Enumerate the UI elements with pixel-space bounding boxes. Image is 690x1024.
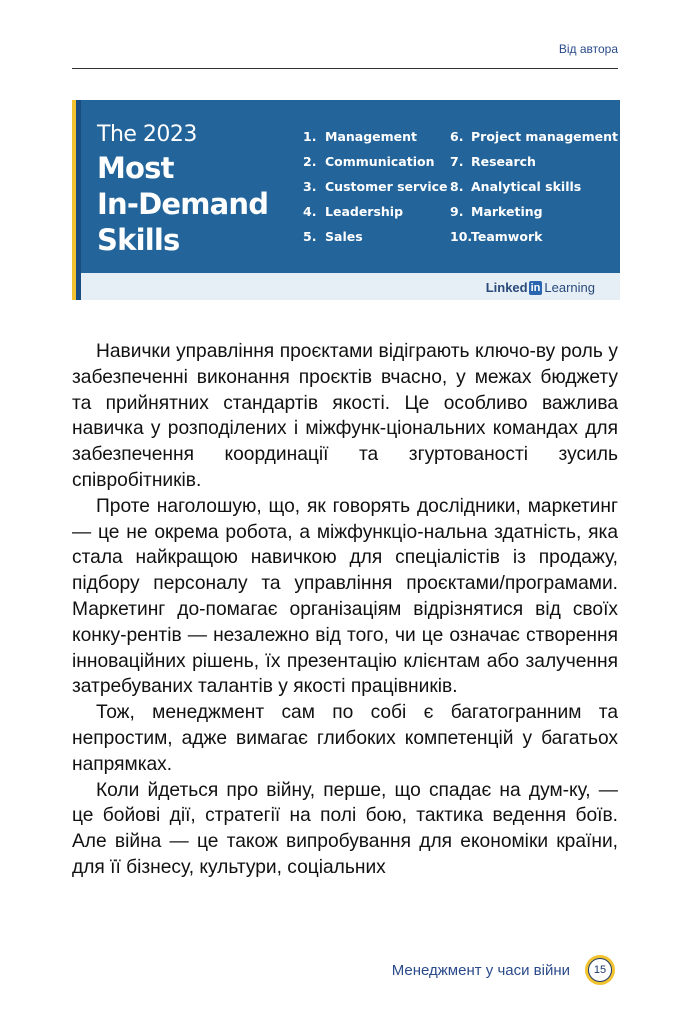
banner-title-line2: In-Demand (97, 187, 269, 221)
logo-linked-text: Linked (485, 280, 528, 295)
skill-item (450, 178, 618, 203)
skill-number: 1. (303, 129, 317, 144)
skill-label: Management (325, 129, 418, 144)
banner-title-line1: Most (97, 151, 174, 185)
skill-item (450, 203, 618, 228)
skill-number: 10. (450, 229, 473, 244)
skill-item (303, 178, 448, 203)
skill-label: Marketing (471, 204, 543, 219)
logo-learning-text: Learning (544, 280, 595, 295)
skill-label: Communication (325, 154, 435, 169)
skill-item (303, 203, 448, 228)
footer-book-title: Менеджмент у часи війни (391, 962, 570, 979)
paragraph: Навички управління проєктами відіграють ключо-ву роль у забезпеченні виконання проєктів вчасно, у межах бюджету та прийнятних стандартів якості. Це особливо важлива навичка у розподілених і міжфунк-ціональних командах для забезпечення координації та згуртованості зусиль співробітників. (72, 341, 618, 491)
skill-label: Leadership (325, 204, 404, 219)
skill-number: 6. (450, 129, 464, 144)
linkedin-learning-logo (486, 280, 595, 295)
page-number: 15 (588, 958, 612, 982)
paragraph: Проте наголошую, що, як говорять дослідники, маркетинг — це не окрема робота, а міжфункціо-нальна здатність, яка стала найкращою навичкою для спеціалістів із продажу, підбору персоналу та управління проєктами/програмами. Маркетинг до-помагає організаціям відрізнятися від своїх конку-рентів — незалежно від того, чи це означає створення інноваційних рішень, їх презентацію клієнтам або залучення затребуваних талантів у якості працівників. (72, 495, 618, 698)
banner-year: The 2023 (97, 122, 197, 147)
skills-list-right (450, 128, 618, 253)
paragraph: Тож, менеджмент сам по собі є багатогранним та непростим, адже вимагає глибоких компетенцій у багатьох напрямках. (72, 702, 618, 775)
skills-banner (72, 100, 620, 300)
skill-item (303, 128, 448, 153)
skill-number: 7. (450, 154, 464, 169)
skill-label: Project management (471, 129, 619, 144)
skills-list-left (303, 128, 448, 253)
skill-number: 4. (303, 204, 317, 219)
skill-item (303, 228, 448, 253)
header-divider (72, 68, 618, 69)
skill-number: 9. (450, 204, 464, 219)
skill-label: Research (471, 154, 536, 169)
skill-number: 2. (303, 154, 317, 169)
page-number-badge (585, 955, 615, 985)
skill-item (450, 128, 618, 153)
skill-number: 5. (303, 229, 317, 244)
paragraph: Коли йдеться про війну, перше, що спадає на дум-ку, — це бойові дії, стратегії на полі бою, тактика ведення боїв. Але війна — це також випробування для економіки країни, для її бізнесу, культури, соціальних (72, 779, 618, 878)
banner-title-line3: Skills (97, 223, 180, 257)
skill-label: Teamwork (471, 229, 543, 244)
skill-label: Sales (325, 229, 363, 244)
skill-item (450, 153, 618, 178)
skill-label: Customer service (325, 179, 448, 194)
running-head: Від автора (558, 42, 618, 56)
skill-number: 3. (303, 179, 317, 194)
skill-item (303, 153, 448, 178)
banner-title (97, 150, 268, 258)
body-text (72, 339, 618, 881)
skill-number: 8. (450, 179, 464, 194)
skill-label: Analytical skills (471, 179, 582, 194)
logo-in-box: in (530, 281, 541, 294)
banner-blue-panel (81, 100, 620, 273)
skill-item (450, 228, 618, 253)
